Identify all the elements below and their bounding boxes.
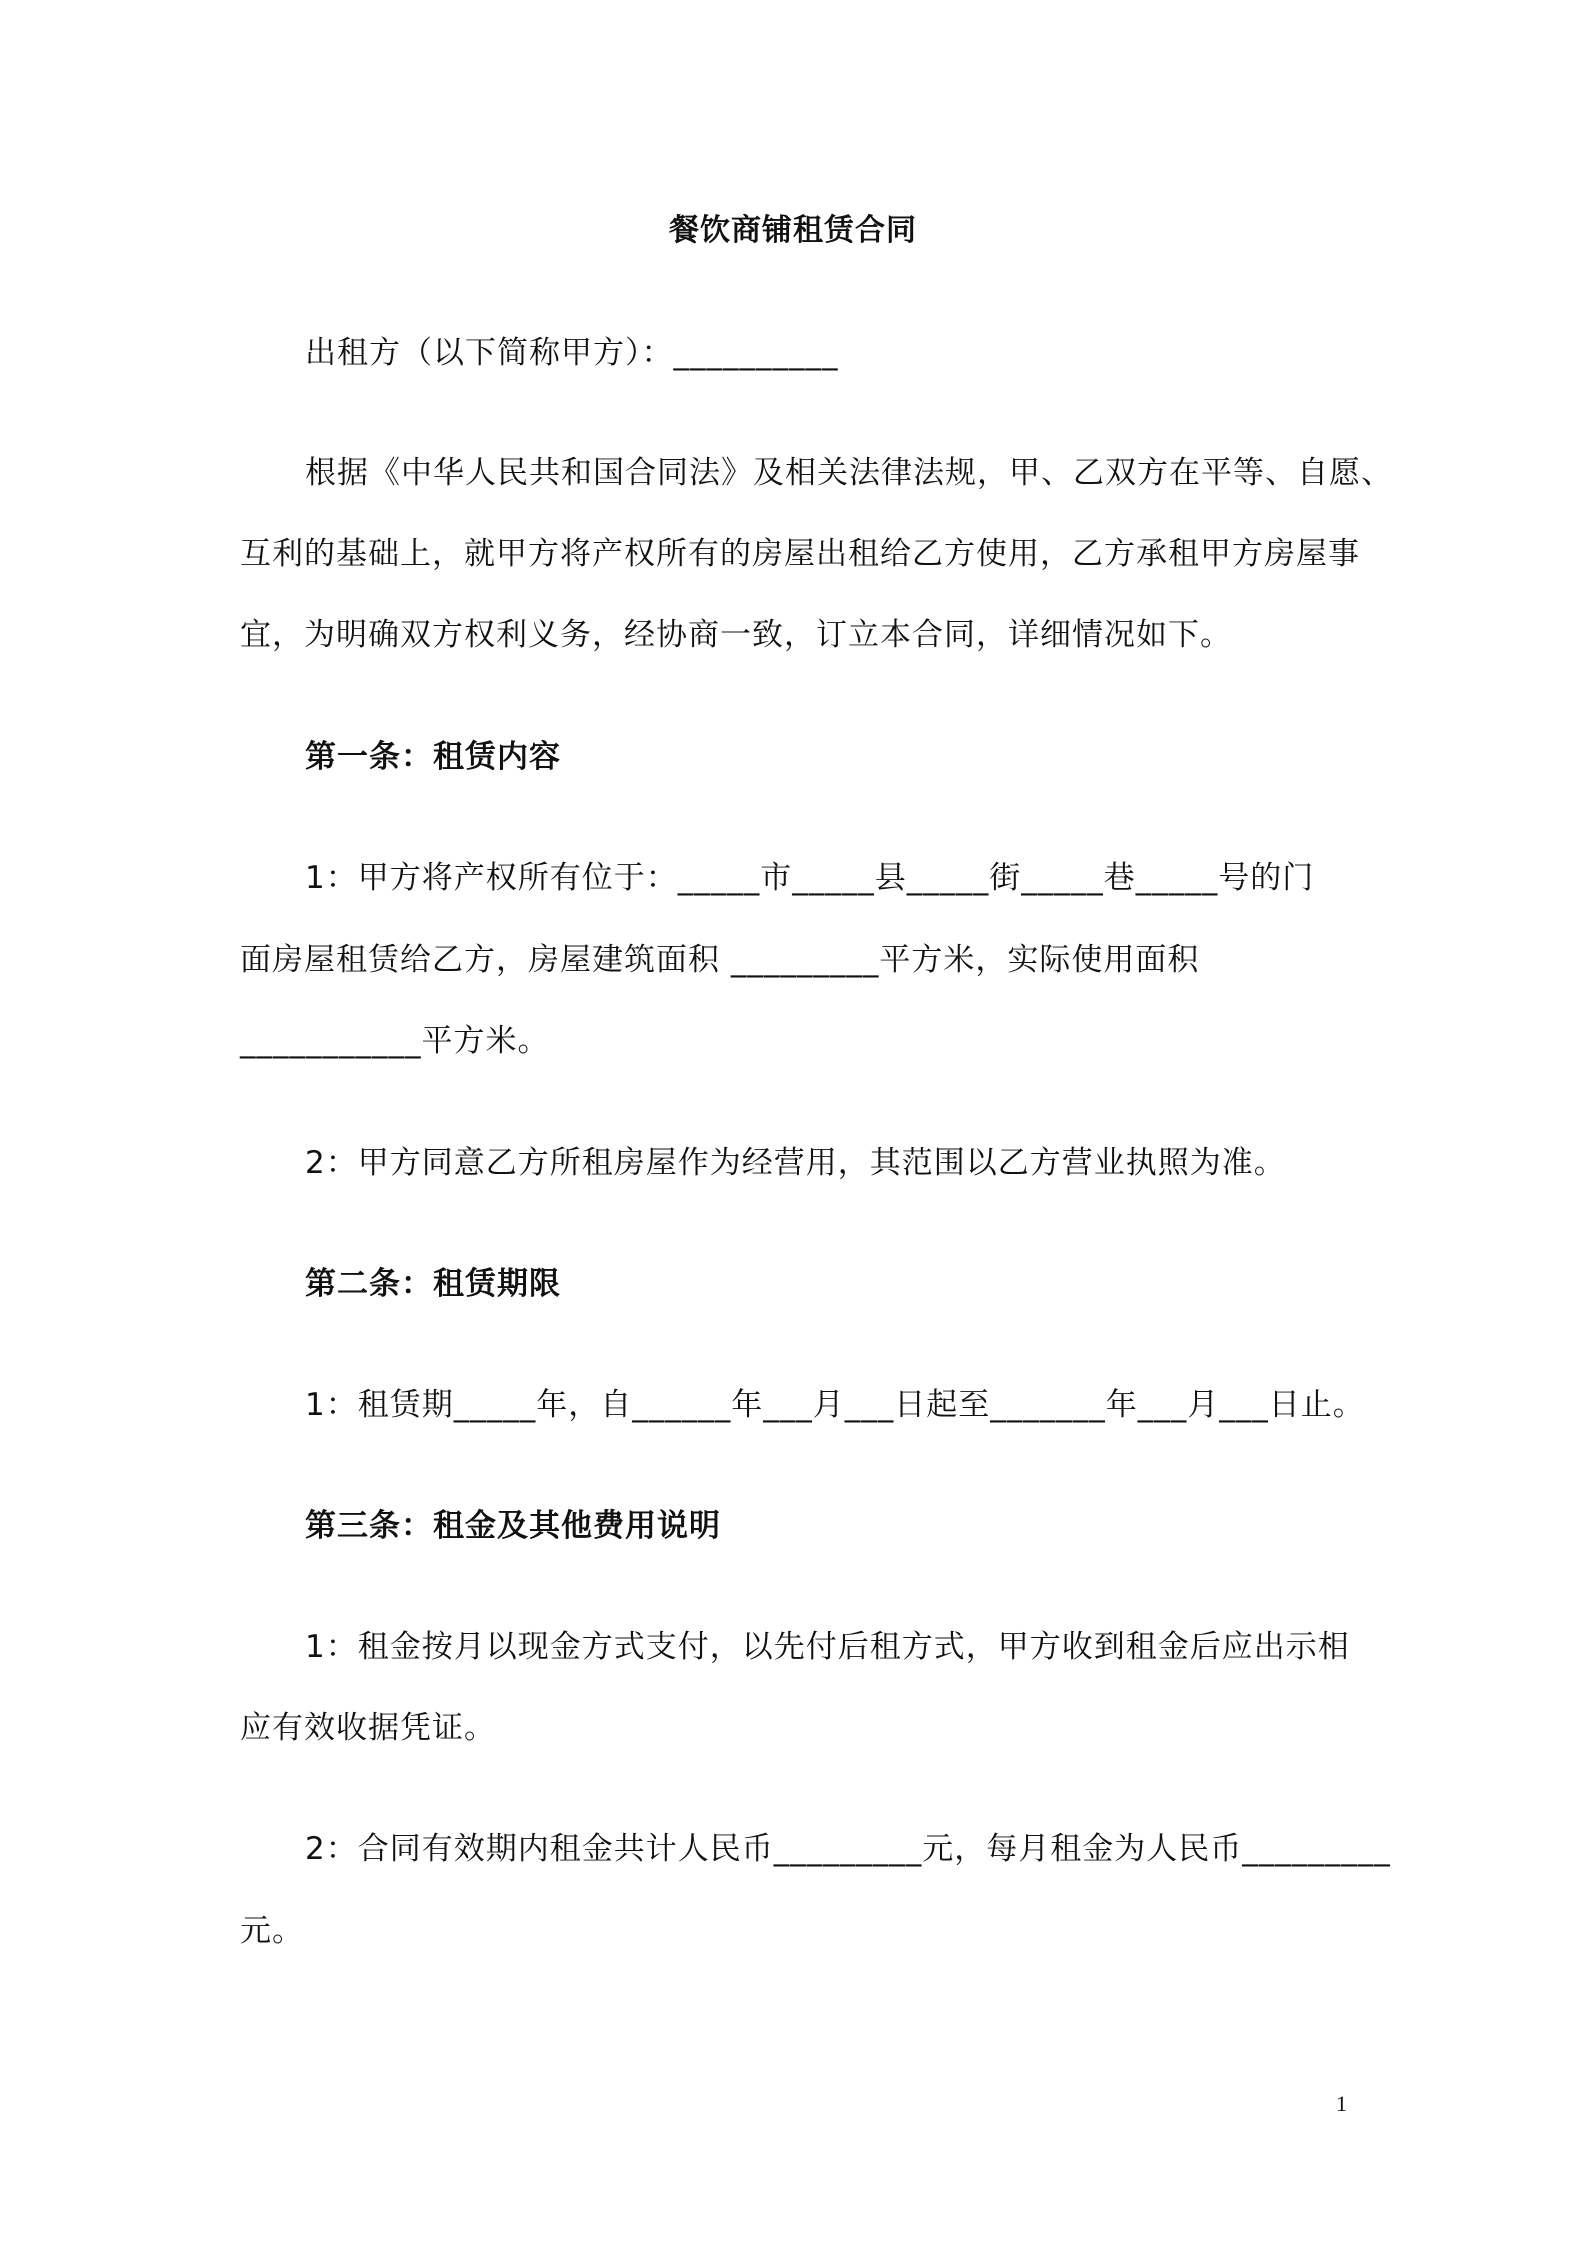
preamble-line-1: 根据《中华人民共和国合同法》及相关法律法规，甲、乙双方在平等、自愿、: [305, 455, 1393, 491]
page-number: 1: [1336, 2091, 1347, 2116]
article3-clause2-line-2: 元。: [240, 1913, 304, 1949]
document-title: 餐饮商铺租赁合同: [669, 213, 917, 248]
preamble-line-2: 互利的基础上，就甲方将产权所有的房屋出租给乙方使用，乙方承租甲方房屋事: [240, 536, 1360, 572]
article3-heading: 第三条：租金及其他费用说明: [305, 1508, 721, 1544]
article3-clause2-line-1: 2：合同有效期内租金共计人民币_________元，每月租金为人民币_________: [305, 1831, 1391, 1867]
article3-clause1-line-2: 应有效收据凭证。: [240, 1710, 496, 1746]
article1-clause1-line-3: ___________平方米。: [240, 1023, 550, 1059]
article1-heading: 第一条：租赁内容: [305, 739, 561, 775]
article3-clause1-line-1: 1：租金按月以现金方式支付，以先付后租方式，甲方收到租金后应出示相: [305, 1629, 1350, 1665]
article1-clause2: 2：甲方同意乙方所租房屋作为经营用，其范围以乙方营业执照为准。: [305, 1145, 1286, 1181]
article1-clause1-line-1: 1：甲方将产权所有位于：_____市_____县_____街_____巷_____号的门: [305, 860, 1315, 896]
article2-clause1: 1：租赁期_____年，自______年___月___日起至_______年___月___日止。: [305, 1387, 1365, 1423]
preamble-line-3: 宜，为明确双方权利义务，经协商一致，订立本合同，详细情况如下。: [240, 617, 1232, 653]
article1-clause1-line-2: 面房屋租赁给乙方，房屋建筑面积 _________平方米，实际使用面积: [240, 942, 1200, 978]
article2-heading: 第二条：租赁期限: [305, 1266, 561, 1302]
lessor-line: 出租方（以下简称甲方）：__________: [305, 335, 839, 371]
